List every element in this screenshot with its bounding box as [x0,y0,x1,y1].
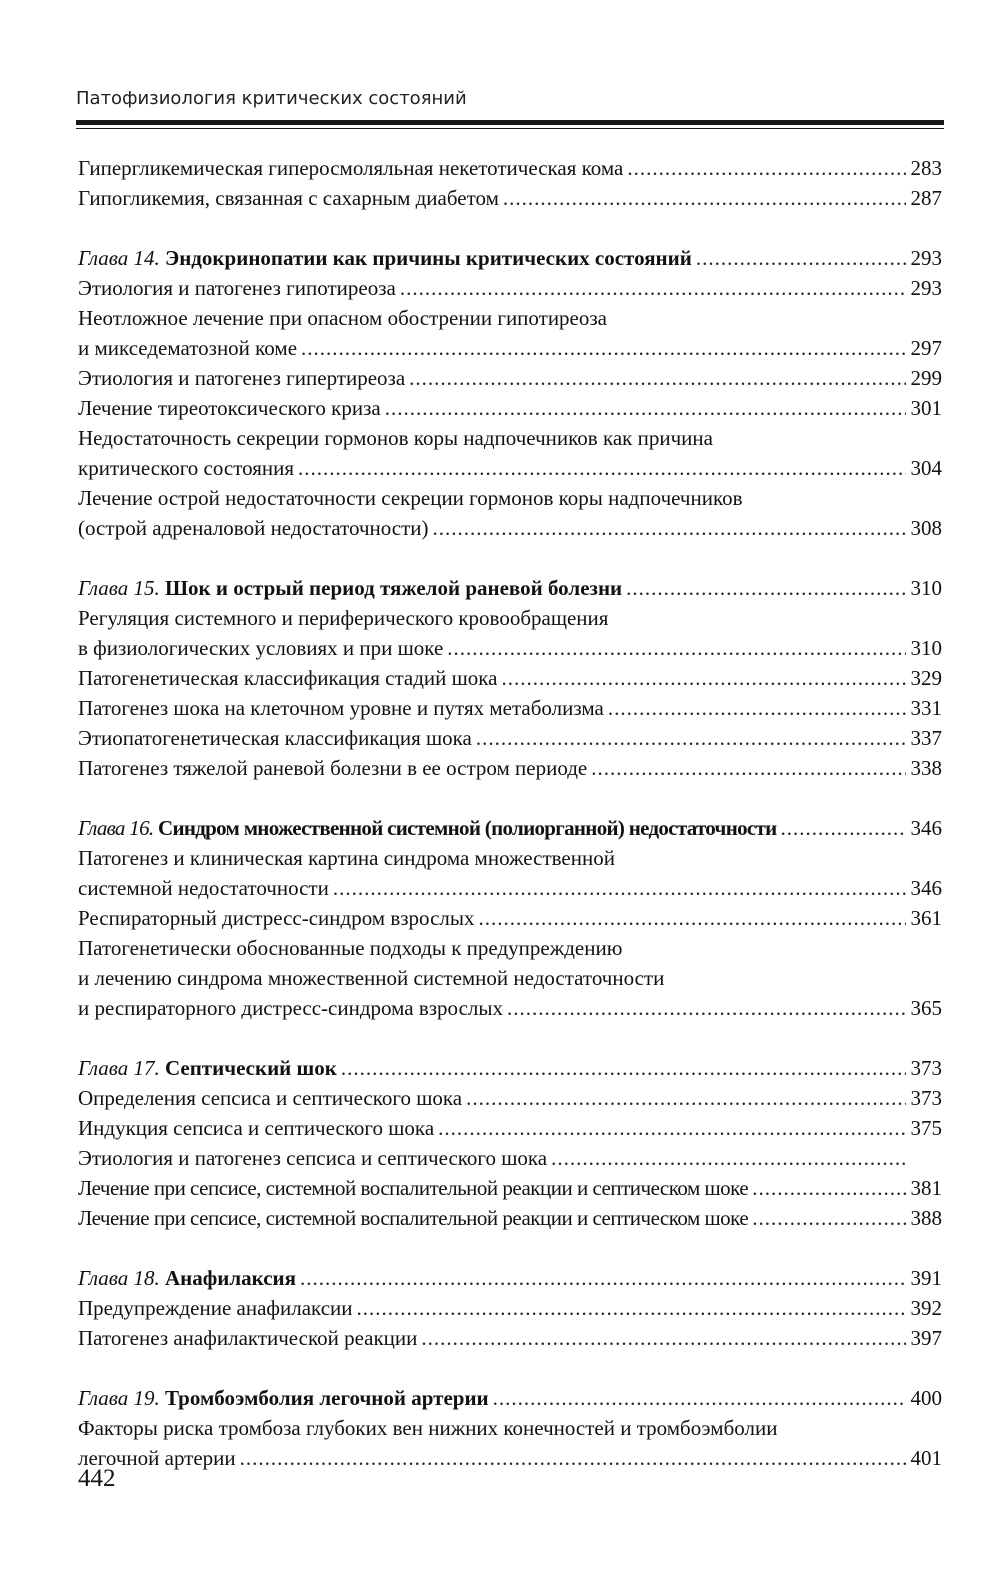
page-number: 400 [910,1386,942,1410]
toc-entry-line: Факторы риска тромбоза глубоких вен нижних конечностей и тромбоэмболии [78,1416,778,1440]
chapter-heading-18: Глава 18. Анафилаксия ..... 391 [78,1263,942,1293]
toc-entry: критического состояния ..... 304 [78,453,942,483]
page-number: 346 [910,816,942,840]
toc-entry: системной недостаточности ..... 346 [78,873,942,903]
toc-entry: легочной артерии ..... 401 [78,1443,942,1473]
toc-entry-line: Неотложное лечение при опасном обострении гипотиреоза [78,306,607,330]
toc-entry: Патогенез тяжелой раневой болезни в ее остром периоде ..... 338 [78,753,942,783]
page-number: 331 [910,696,942,720]
toc-entry: Этиология и патогенез сепсиса и септического шока ..... [78,1143,942,1173]
toc-entry: (острой адреналовой недостаточности) ..... 308 [78,513,942,543]
page-number: 338 [910,756,942,780]
toc-entry: Патогенез шока на клеточном уровне и путях метаболизма ..... 331 [78,693,942,723]
toc-entry: Гипергликемическая гиперосмоляльная некетотическая кома ..... 283 [78,153,942,183]
toc-entry: Лечение при сепсисе, системной воспалительной реакции и септическом шоке ..... 381 [78,1173,942,1203]
page-number: 365 [910,996,942,1020]
page-number: 293 [910,246,942,270]
toc-entry: и микседематозной коме ..... 297 [78,333,942,363]
toc-entry: Предупреждение анафилаксии ..... 392 [78,1293,942,1323]
page-number: 304 [910,456,942,480]
page-number: 297 [910,336,942,360]
toc-entry: и респираторного дистресс-синдрома взрослых ..... 365 [78,993,942,1023]
toc-entry: Гипогликемия, связанная с сахарным диабетом ..... 287 [78,183,942,213]
page-number: 283 [910,156,942,180]
page-number: 388 [910,1206,942,1230]
page-number: 299 [910,366,942,390]
page-number: 301 [910,396,942,420]
toc-entry-line: Регуляция системного и периферического кровообращения [78,606,609,630]
toc-entry: в физиологических условиях и при шоке ..... 310 [78,633,942,663]
page-number: 373 [910,1056,942,1080]
page-number: 381 [910,1176,942,1200]
toc-entry: Патогенетическая классификация стадий шока ..... 329 [78,663,942,693]
running-head: Патофизиология критических состояний [76,88,467,109]
page-number: 329 [910,666,942,690]
toc-entry: Этиопатогенетическая классификация шока ..... 337 [78,723,942,753]
page-number: 373 [910,1086,942,1110]
page-number: 375 [910,1116,942,1140]
toc-entry-line: Недостаточность секреции гормонов коры надпочечников как причина [78,426,713,450]
page-number: 392 [910,1296,942,1320]
table-of-contents [78,153,942,1473]
chapter-heading-14: Глава 14. Эндокринопатии как причины критических состояний ..... 293 [78,243,942,273]
toc-entry-line: Патогенетически обоснованные подходы к предупреждению [78,936,623,960]
toc-entry: Респираторный дистресс-синдром взрослых ..... 361 [78,903,942,933]
page-number: 308 [910,516,942,540]
page-number: 397 [910,1326,942,1350]
header-rule-thin [76,128,944,129]
page-number: 310 [910,636,942,660]
toc-entry: Этиология и патогенез гипотиреоза ..... 293 [78,273,942,303]
page-number: 346 [910,876,942,900]
chapter-heading-17: Глава 17. Септический шок ..... 373 [78,1053,942,1083]
toc-entry: Лечение тиреотоксического криза ..... 301 [78,393,942,423]
chapter-heading-19: Глава 19. Тромбоэмболия легочной артерии ..... 400 [78,1383,942,1413]
page-number: 293 [910,276,942,300]
toc-entry-line: Лечение острой недостаточности секреции гормонов коры надпочечников [78,486,743,510]
page-number: 391 [910,1266,942,1290]
page-number: 310 [910,576,942,600]
toc-entry: Лечение при сепсисе, системной воспалительной реакции и септическом шоке ..... 388 [78,1203,942,1233]
header-rule-thick [76,120,944,125]
page-number: 361 [910,906,942,930]
page-number: 401 [910,1446,942,1470]
page-folio: 442 [78,1465,116,1492]
toc-entry: Патогенез анафилактической реакции ..... 397 [78,1323,942,1353]
chapter-heading-15: Глава 15. Шок и острый период тяжелой раневой болезни ..... 310 [78,573,942,603]
toc-entry: Этиология и патогенез гипертиреоза ..... 299 [78,363,942,393]
toc-entry-line: и лечению синдрома множественной системной недостаточности [78,966,665,990]
page-number: 337 [910,726,942,750]
chapter-heading-16: Глава 16. Синдром множественной системной (полиорганной) недостаточности ..... 346 [78,813,942,843]
toc-entry-line: Патогенез и клиническая картина синдрома множественной [78,846,615,870]
page-number: 287 [910,186,942,210]
toc-entry: Определения сепсиса и септического шока ..... 373 [78,1083,942,1113]
toc-entry: Индукция сепсиса и септического шока ..... 375 [78,1113,942,1143]
